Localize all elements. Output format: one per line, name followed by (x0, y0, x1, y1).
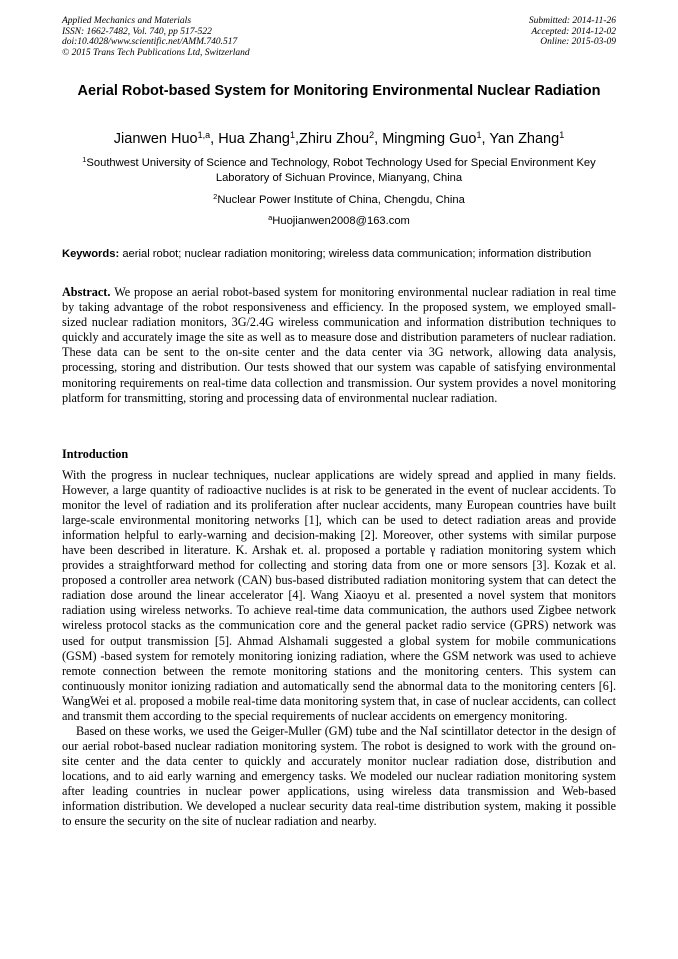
journal-header-right (529, 16, 616, 48)
affiliation-mark: 1 (82, 155, 87, 164)
abstract (62, 285, 616, 406)
affiliation-text: Southwest University of Science and Technology, Robot Technology Used for Special Environment Key Laboratory of Sichuan Province, Mianyang, China (86, 157, 596, 184)
section-heading-introduction: Introduction (62, 447, 129, 461)
issn-line: ISSN: 1662-7482, Vol. 740, pp 517-522 (62, 26, 212, 37)
author-affiliation-mark: 1 (476, 130, 482, 140)
keywords-label: Keywords: (62, 248, 120, 260)
abstract-text: We propose an aerial robot-based system for monitoring environmental nuclear radiation in real time by taking advantage of the robot responsiveness and efficiency. In the proposed system, we employed small-sized nuclear radiation monitors, 3G/2.4G wireless communication and information distribution techniques to quickly and accurately image the site as well as to measure dose and distribution parameters of nuclear radiation. These data can be sent to the on-site center and the data center via 3G network, allowing data analysis, processing, storing and distribution. Our tests showed that our system was capable of satisfying environmental monitoring requirements on real-time data collection and transmission. Our system provides a novel monitoring platform for transmitting, storing and processing data of environmental nuclear radiation. (62, 285, 616, 405)
affiliation-1 (62, 156, 616, 185)
affiliation-text: Nuclear Power Institute of China, Chengdu, China (217, 194, 465, 206)
paper-title: Aerial Robot-based System for Monitoring Environmental Nuclear Radiation (77, 83, 601, 99)
author-affiliation-mark: 1,a (197, 130, 211, 140)
author-separator: , (481, 131, 490, 147)
journal-header-left (62, 16, 250, 58)
affiliation-mark: 2 (213, 192, 218, 201)
author-email (62, 214, 616, 229)
author-name: Zhiru Zhou (299, 131, 370, 147)
author-separator: , (374, 131, 383, 147)
author-affiliation-mark: 2 (369, 130, 375, 140)
paragraph: With the progress in nuclear techniques, nuclear applications are widely spread and applied in many fields. However, a large quantity of radioactive nuclides is at risk to be generated in the event of nuclear accidents. To monitor the level of radiation and its proliferation after nuclear accidents, many European countries have built large-scale environmental monitoring networks [1], which can be used to detect radiation areas and provide information helpful to early-warning and decision-making [2]. Moreover, other systems with similar purpose have been described in literature. K. Arshak et. al. proposed a portable γ radiation monitoring system which provides a straightforward method for collecting and storing data from one or more sensors [3]. Kozak et al. proposed a controller area network (CAN) bus-based distributed radiation monitoring system that can detect the radiation dose around the linear accelerator [4]. Wang Xiaoyu et al. presented a novel system that monitors radiation using wireless networks. To achieve real-time data communication, the authors used Zigbee network wireless protocol stacks as the communication core and the general packet radio service (GPRS) network was used for output transmission [5]. Ahmad Alshamali suggested a global system for mobile communications (GSM) -based system for remotely monitoring ionizing radiation, where the GSM network was used to achieve remote connection between the remote monitoring stations and the monitoring centers. This system can continuously monitor ionizing radiation and automatically send the abnormal data to the monitoring centers [6]. WangWei et al. proposed a mobile real-time data monitoring system that, in case of nuclear accidents, can collect and transmit them according to the special requirements of nuclear accidents on emergency monitoring. (62, 468, 616, 723)
author-name: Jianwen Huo (113, 131, 198, 147)
author-separator: , (294, 131, 299, 147)
journal-name: Applied Mechanics and Materials (62, 16, 192, 26)
keywords-text: aerial robot; nuclear radiation monitoring; wireless data communication; information distribution (122, 248, 592, 260)
author-name: Yan Zhang (489, 131, 560, 147)
online-date: Online: 2015-03-09 (540, 37, 616, 48)
author-name: Hua Zhang (218, 131, 290, 147)
author-list (62, 130, 616, 148)
introduction-body (62, 468, 616, 829)
author-affiliation-mark: 1 (559, 130, 565, 140)
affiliation-2 (62, 193, 616, 208)
abstract-label: Abstract. (62, 285, 111, 299)
author-name: Mingming Guo (382, 131, 477, 147)
doi-line: doi:10.4028/www.scientific.net/AMM.740.517 (62, 37, 238, 48)
accepted-date: Accepted: 2014-12-02 (531, 26, 616, 37)
copyright-line: © 2015 Trans Tech Publications Ltd, Switzerland (62, 47, 250, 58)
email-text: Huojianwen2008@163.com (272, 215, 410, 227)
submitted-date: Submitted: 2014-11-26 (528, 16, 616, 26)
keywords (62, 247, 616, 262)
email-mark: a (268, 213, 273, 222)
paragraph: Based on these works, we used the Geiger-Muller (GM) tube and the NaI scintillator detector in the design of our aerial robot-based nuclear radiation monitoring system. The robot is designed to work with the ground on-site center and the data center to quickly and accurately monitor nuclear radiation dose, distribution and locations, and to aid early warning and emergency tasks. We modeled our nuclear radiation monitoring system after leading countries in nuclear power applications, using wireless data transmission and Web-based information distribution. We developed a nuclear security data real-time distribution system, making it possible to ensure the security on the site of nuclear radiation and nearby. (62, 723, 616, 829)
author-affiliation-mark: 1 (289, 130, 295, 140)
author-separator: , (210, 131, 219, 147)
